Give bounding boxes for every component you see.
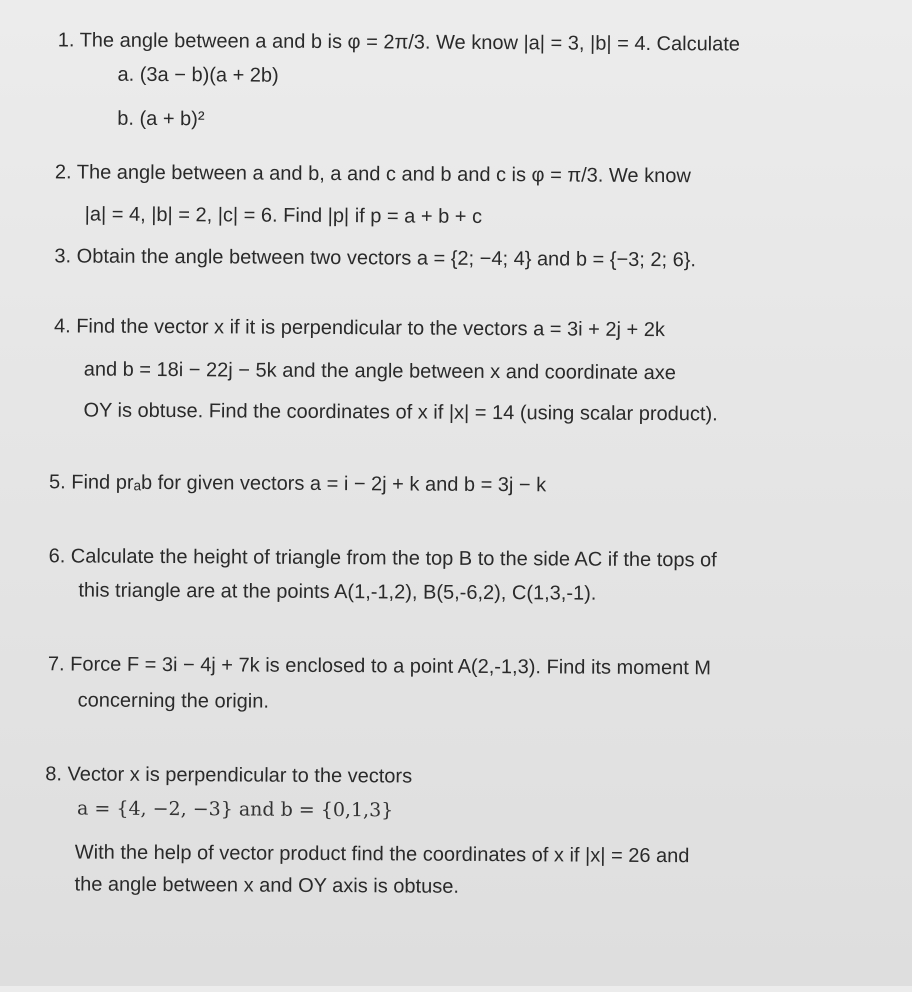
problem-4-line-1: 4. Find the vector x if it is perpendicular to the vectors a = 3i + 2j + 2k [53, 315, 665, 342]
problem-1b: b. (a + b)² [117, 107, 205, 131]
problem-6-line-2: this triangle are at the points A(1,-1,2), B(5,-6,2), C(1,3,-1). [78, 579, 597, 605]
problem-1a: a. (3a − b)(a + 2b) [117, 63, 279, 87]
problem-4-line-2: and b = 18i − 22j − 5k and the angle between x and coordinate axe [83, 358, 676, 385]
problem-5: 5. Find prₐb for given vectors a = i − 2j + k and b = 3j − k [48, 471, 547, 497]
problem-3: 3. Obtain the angle between two vectors a = {2; −4; 4} and b = {−3; 2; 6}. [54, 245, 697, 272]
problem-8-line-2: a = {4, −2, −3} and b = {0,1,3} [76, 797, 394, 822]
problem-8-line-4: the angle between x and OY axis is obtuse. [74, 873, 459, 898]
problem-8-line-1: 8. Vector x is perpendicular to the vectors [45, 763, 413, 788]
problem-4-line-3: OY is obtuse. Find the coordinates of x if |x| = 14 (using scalar product). [83, 399, 718, 426]
problem-2-line-1: 2. The angle between a and b, a and c and b and c is φ = π/3. We know [54, 161, 691, 188]
problem-7-line-1: 7. Force F = 3i − 4j + 7k is enclosed to a point A(2,-1,3). Find its moment M [47, 653, 712, 680]
problem-7-line-2: concerning the origin. [77, 689, 270, 713]
problem-8-line-3: With the help of vector product find the coordinates of x if |x| = 26 and [74, 841, 690, 868]
problem-1-statement: 1. The angle between a and b is φ = 2π/3. We know |a| = 3, |b| = 4. Calculate [57, 29, 741, 56]
problem-6-line-1: 6. Calculate the height of triangle from the top B to the side AC if the tops of [48, 545, 717, 572]
problem-2-line-2: |a| = 4, |b| = 2, |c| = 6. Find |p| if p = a + b + c [84, 203, 483, 228]
